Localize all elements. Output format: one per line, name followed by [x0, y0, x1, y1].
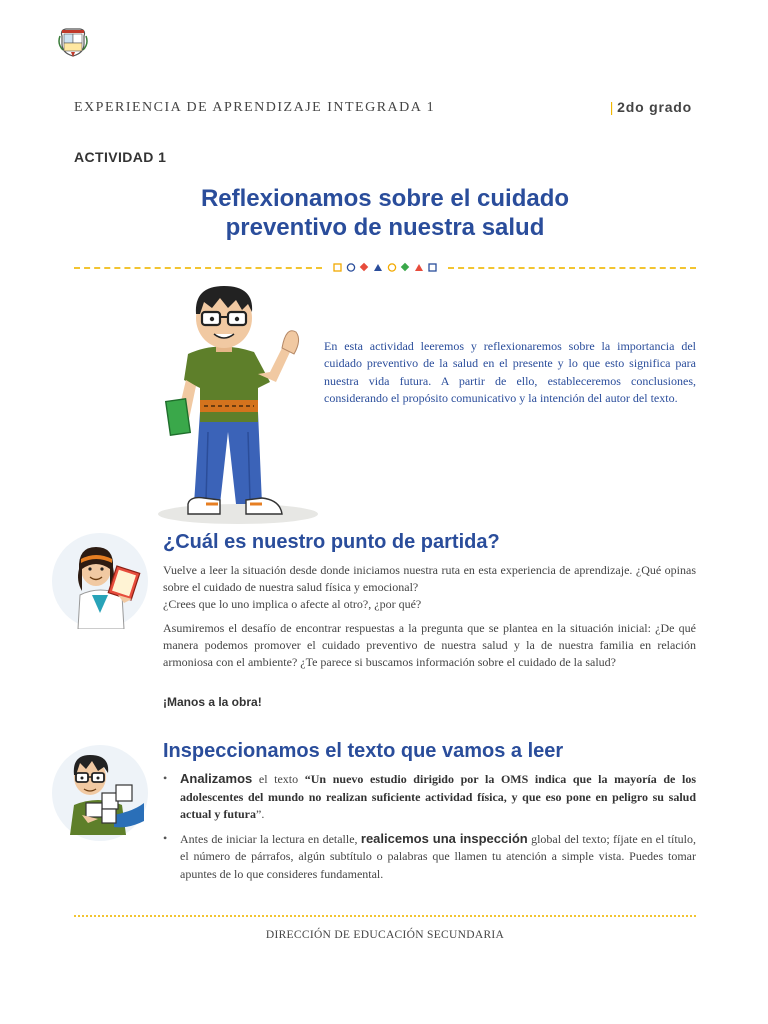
title-line-1: Reflexionamos sobre el cuidado — [200, 185, 570, 212]
page-header — [74, 98, 696, 118]
bullet1-end: ”. — [256, 807, 265, 821]
girl-reading-book-illustration — [52, 533, 148, 629]
footer-divider — [74, 915, 696, 917]
section-heading-starting-point: ¿Cuál es nuestro punto de partida? — [163, 531, 500, 553]
grade-label — [610, 99, 692, 115]
paragraph1-line-2: ¿Crees que lo uno implica o afecte al otro?, ¿por qué? — [163, 597, 422, 611]
section-heading-inspect-text: Inspeccionamos el texto que vamos a leer — [163, 740, 564, 762]
title-line-2: preventivo de nuestra salud — [225, 214, 545, 241]
section1-paragraph-2: Asumiremos el desafío de encontrar respuestas a la pregunta que se plantea en la situación inicial: ¿De qué manera podemos promover el cuidado preventivo de nuestra salud y la de nuestra familia en relación armoniosa con el ambiente? ¿Te parece si buscamos información sobre el cuidado de la salud? — [163, 621, 696, 669]
decorative-divider — [74, 261, 696, 275]
bullet2-start: Antes de iniciar la lectura en detalle, — [180, 831, 361, 846]
header-separator: | — [609, 99, 615, 115]
bullet2-bold: realicemos una inspección — [360, 830, 528, 846]
bullet1-middle: el texto — [252, 772, 305, 786]
intro-paragraph: En esta actividad leeremos y reflexionaremos sobre la importancia del cuidado preventivo de la salud en el presente y lo que esto significa para nuestra vida futura. A partir de ello, estableceremos conclusiones, considerando el propósito comunicativo y la intención del autor del texto. — [324, 339, 696, 405]
boy-with-glasses-waving-illustration — [158, 282, 328, 526]
divider-line-right — [448, 267, 696, 269]
divider-line-left — [74, 267, 322, 269]
section1-paragraph-1 — [163, 562, 696, 613]
list-item — [163, 770, 696, 824]
paragraph1-line-1: Vuelve a leer la situación desde donde iniciamos nuestra ruta en esta experiencia de aprendizaje. ¿Qué opinas sobre el cuidado de nuestra salud física y emocional? — [163, 563, 696, 594]
page-title — [74, 184, 696, 242]
kid-with-glasses-puzzle-illustration — [52, 745, 148, 841]
bullet2-rest: global del texto; fíjate en el título, el número de párrafos, algún subtítulo o palabras que llamen tu atención a simple vista. Puedes tomar apuntes de lo que consideres fundamental. — [180, 831, 696, 881]
bullet1-quote: “Un nuevo estudio dirigido por la OMS indica que la mayoría de los adolescentes del mundo no realizan suficiente actividad física, y que eso pone en peligro su salud actual y futura — [180, 772, 697, 821]
grade-text: 2do grado — [617, 99, 692, 115]
experience-title: EXPERIENCIA DE APRENDIZAJE INTEGRADA 1 — [74, 100, 436, 115]
call-to-action: ¡Manos a la obra! — [163, 695, 262, 709]
geometric-shapes-divider — [332, 261, 438, 275]
inspection-bullet-list — [163, 770, 696, 883]
peru-coat-of-arms-icon — [58, 26, 88, 58]
page-footer: DIRECCIÓN DE EDUCACIÓN SECUNDARIA — [265, 929, 505, 941]
bullet1-lead: Analizamos — [180, 771, 253, 786]
list-item — [163, 830, 696, 884]
activity-label: ACTIVIDAD 1 — [74, 149, 167, 165]
